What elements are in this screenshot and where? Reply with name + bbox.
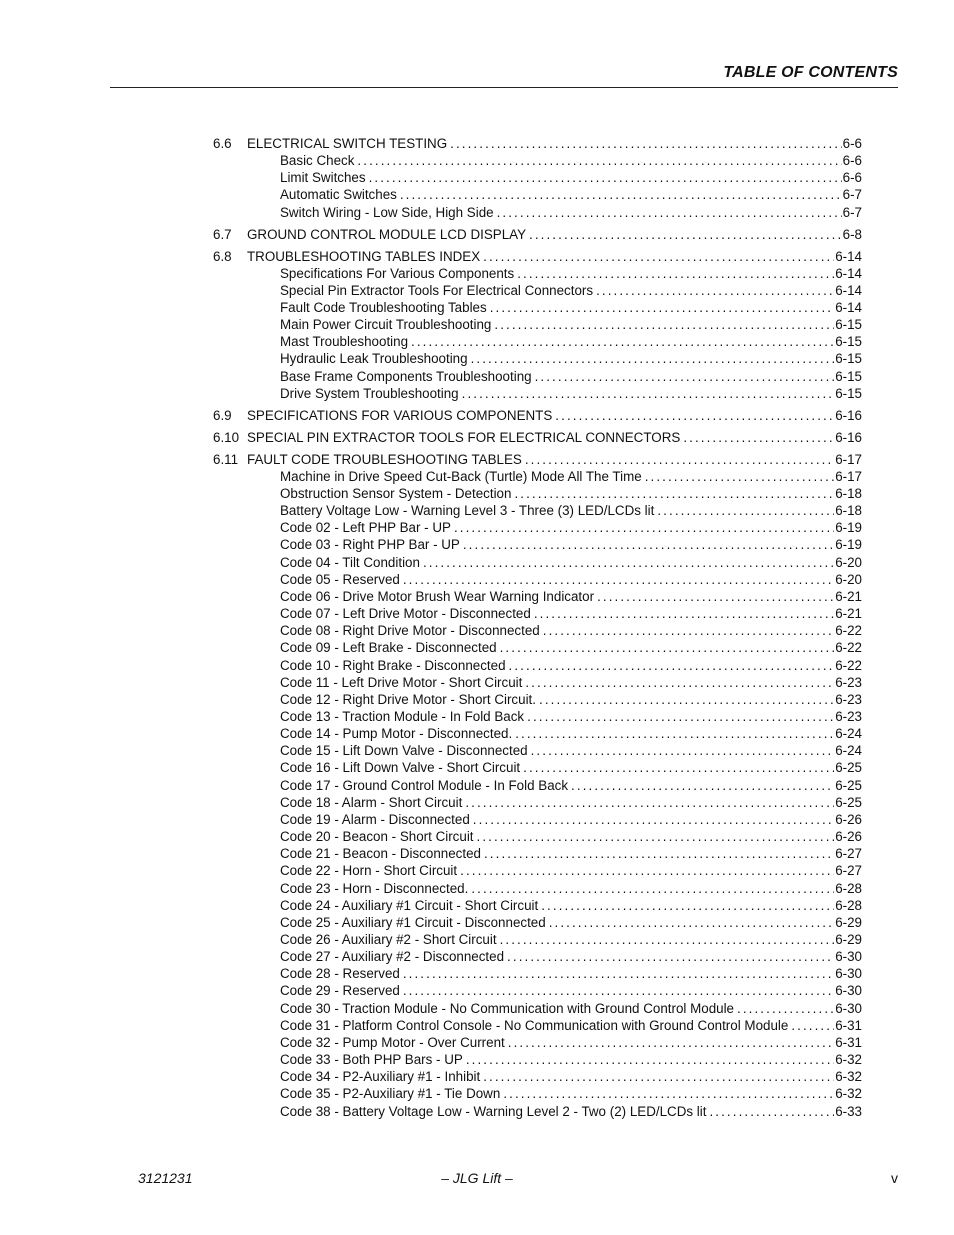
toc-entry-title: Code 35 - P2-Auxiliary #1 - Tie Down	[280, 1086, 501, 1102]
toc-subsection-entry[interactable]	[213, 316, 862, 333]
toc-subsection-entry[interactable]	[213, 1034, 862, 1051]
toc-subsection-entry[interactable]	[213, 571, 862, 588]
dot-leader	[525, 674, 834, 691]
toc-subsection-entry[interactable]	[213, 204, 862, 221]
toc-entry-title: Fault Code Troubleshooting Tables	[280, 300, 487, 315]
toc-subsection-entry[interactable]	[213, 1068, 862, 1085]
toc-page-number: 6-23	[835, 691, 862, 707]
toc-subsection-entry[interactable]	[213, 169, 862, 186]
toc-subsection-entry[interactable]	[213, 794, 862, 811]
toc-subsection-entry[interactable]	[213, 1051, 862, 1068]
toc-page-number: 6-18	[835, 485, 862, 501]
dot-leader	[515, 725, 834, 742]
dot-leader	[597, 588, 834, 605]
toc-page-number: 6-19	[835, 520, 862, 536]
toc-subsection-entry[interactable]	[213, 982, 862, 999]
toc-entry-title: Code 09 - Left Brake - Disconnected	[280, 640, 497, 656]
dot-leader	[531, 742, 835, 759]
toc-entry-title: Code 22 - Horn - Short Circuit	[280, 863, 458, 879]
toc-page-number: 6-25	[835, 777, 862, 793]
toc-entry-title: Code 26 - Auxiliary #2 - Short Circuit	[280, 932, 497, 948]
dot-leader	[555, 407, 834, 424]
dot-leader	[541, 897, 834, 914]
toc-subsection-entry[interactable]	[213, 368, 862, 385]
dot-leader	[534, 605, 834, 622]
toc-subsection-entry[interactable]	[213, 1103, 862, 1120]
toc-entry-title: GROUND CONTROL MODULE LCD DISPLAY	[247, 226, 527, 242]
toc-page-number: 6-29	[835, 932, 862, 948]
footer-page-number: v	[891, 1170, 898, 1186]
toc-subsection-entry[interactable]	[213, 862, 862, 879]
toc-entry-title: Mast Troubleshooting	[280, 334, 409, 350]
toc-page-number: 6-14	[835, 248, 862, 264]
dot-leader	[357, 152, 841, 169]
toc-section-number: 6.7	[213, 226, 232, 242]
toc-entry-title: Drive System Troubleshooting	[280, 385, 459, 401]
dot-leader	[454, 519, 834, 536]
dot-leader	[497, 204, 842, 221]
toc-page-number: 6-24	[835, 743, 862, 759]
toc-page-number: 6-15	[835, 351, 862, 367]
dot-leader	[403, 571, 834, 588]
toc-page-number: 6-7	[842, 204, 862, 220]
toc-entry-title: Code 19 - Alarm - Disconnected	[280, 811, 470, 827]
dot-leader	[737, 1000, 834, 1017]
toc-page-number: 6-30	[835, 949, 862, 965]
toc-subsection-entry[interactable]	[213, 777, 862, 794]
toc-entry-title: Code 25 - Auxiliary #1 Circuit - Disconnected	[280, 914, 546, 930]
dot-leader	[645, 468, 834, 485]
toc-page-number: 6-26	[835, 811, 862, 827]
toc-subsection-entry[interactable]	[213, 1000, 862, 1017]
toc-page-number: 6-18	[835, 503, 862, 519]
toc-entry-title: Switch Wiring - Low Side, High Side	[280, 204, 494, 220]
toc-entry-title: Code 30 - Traction Module - No Communication with Ground Control Module	[280, 1000, 735, 1016]
toc-entry-title: Code 21 - Beacon - Disconnected	[280, 846, 481, 862]
dot-leader	[525, 451, 834, 468]
toc-page-number: 6-17	[835, 451, 862, 467]
toc-subsection-entry[interactable]	[213, 931, 862, 948]
dot-leader	[509, 657, 835, 674]
dot-leader	[403, 982, 834, 999]
toc-page-number: 6-21	[835, 588, 862, 604]
toc-entry-title: Code 28 - Reserved	[280, 966, 400, 982]
dot-leader	[465, 794, 834, 811]
dot-leader	[473, 811, 834, 828]
toc-entry-title: Code 20 - Beacon - Short Circuit	[280, 829, 474, 845]
toc-entry-title: Code 18 - Alarm - Short Circuit	[280, 794, 463, 810]
toc-subsection-entry[interactable]	[213, 674, 862, 691]
toc-subsection-entry[interactable]	[213, 965, 862, 982]
toc-entry-title: Code 31 - Platform Control Console - No Communication with Ground Control Module	[280, 1017, 789, 1033]
toc-page-number: 6-23	[835, 674, 862, 690]
toc-subsection-entry[interactable]	[213, 588, 862, 605]
dot-leader	[527, 708, 834, 725]
toc-subsection-entry[interactable]	[213, 880, 862, 897]
dot-leader	[411, 333, 834, 350]
dot-leader	[709, 1103, 834, 1120]
toc-page-number: 6-30	[835, 983, 862, 999]
toc-subsection-entry[interactable]	[213, 536, 862, 553]
toc-subsection-entry[interactable]	[213, 742, 862, 759]
footer-publisher: – JLG Lift –	[441, 1170, 513, 1186]
toc-page-number: 6-22	[835, 640, 862, 656]
dot-leader	[466, 1051, 834, 1068]
toc-entry-title: Code 15 - Lift Down Valve - Disconnected	[280, 743, 528, 759]
toc-entry-title: Code 03 - Right PHP Bar - UP	[280, 537, 460, 553]
toc-subsection-entry[interactable]	[213, 299, 862, 316]
toc-entry-title: Hydraulic Leak Troubleshooting	[280, 351, 468, 367]
toc-subsection-entry[interactable]	[213, 622, 862, 639]
toc-page-number: 6-24	[835, 726, 862, 742]
toc-entry-title: Base Frame Components Troubleshooting	[280, 368, 532, 384]
toc-subsection-entry[interactable]	[213, 152, 862, 169]
toc-subsection-entry[interactable]	[213, 948, 862, 965]
dot-leader	[463, 536, 834, 553]
toc-subsection-entry[interactable]	[213, 385, 862, 402]
toc-entry-title: Code 34 - P2-Auxiliary #1 - Inhibit	[280, 1069, 481, 1085]
dot-leader	[683, 429, 834, 446]
dot-leader	[450, 135, 842, 152]
toc-section-entry[interactable]	[213, 407, 862, 424]
dot-leader	[507, 948, 834, 965]
toc-subsection-entry[interactable]	[213, 605, 862, 622]
toc-page-number: 6-29	[835, 914, 862, 930]
toc-subsection-entry[interactable]	[213, 691, 862, 708]
toc-subsection-entry[interactable]	[213, 811, 862, 828]
dot-leader	[471, 880, 834, 897]
toc-page-number: 6-23	[835, 708, 862, 724]
toc-section-number: 6.9	[213, 407, 232, 423]
toc-subsection-entry[interactable]	[213, 828, 862, 845]
toc-section-entry[interactable]	[213, 429, 862, 446]
toc-page-number: 6-28	[835, 880, 862, 896]
toc-page-number: 6-8	[842, 226, 862, 242]
toc-section-entry[interactable]	[213, 226, 862, 243]
dot-leader	[494, 316, 834, 333]
toc-entry-title: Code 23 - Horn - Disconnected.	[280, 880, 469, 896]
dot-leader	[503, 1085, 834, 1102]
toc-page-number: 6-6	[842, 153, 862, 169]
toc-page-number: 6-22	[835, 623, 862, 639]
toc-page-number: 6-14	[835, 282, 862, 298]
toc-entry-title: Code 17 - Ground Control Module - In Fold Back	[280, 777, 569, 793]
toc-subsection-entry[interactable]	[213, 265, 862, 282]
toc-page-number: 6-30	[835, 966, 862, 982]
toc-page-number: 6-30	[835, 1000, 862, 1016]
dot-leader	[596, 282, 834, 299]
toc-page-number: 6-22	[835, 657, 862, 673]
toc-section-number: 6.8	[213, 248, 232, 264]
toc-entry-title: Basic Check	[280, 153, 355, 169]
dot-leader	[369, 169, 842, 186]
toc-subsection-entry[interactable]	[213, 708, 862, 725]
dot-leader	[403, 965, 834, 982]
toc-entry-title: Special Pin Extractor Tools For Electrical Connectors	[280, 282, 594, 298]
toc-page-number: 6-17	[835, 468, 862, 484]
toc-entry-title: Code 10 - Right Brake - Disconnected	[280, 657, 506, 673]
dot-leader	[529, 226, 842, 243]
dot-leader	[508, 1034, 834, 1051]
toc-entry-title: Main Power Circuit Troubleshooting	[280, 317, 492, 333]
dot-leader	[500, 931, 835, 948]
header-divider	[110, 87, 898, 88]
toc-page-number: 6-27	[835, 846, 862, 862]
toc-entry-title: Code 38 - Battery Voltage Low - Warning Level 2 - Two (2) LED/LCDs lit	[280, 1103, 707, 1119]
dot-leader	[535, 368, 835, 385]
toc-entry-title: Code 07 - Left Drive Motor - Disconnected	[280, 606, 531, 622]
toc-entry-title: Machine in Drive Speed Cut-Back (Turtle) Mode All The Time	[280, 468, 642, 484]
dot-leader	[791, 1017, 834, 1034]
toc-entry-title: Automatic Switches	[280, 187, 397, 203]
toc-entry-title: ELECTRICAL SWITCH TESTING	[247, 136, 448, 151]
toc-page-number: 6-33	[835, 1103, 862, 1119]
toc-page-number: 6-7	[842, 187, 862, 203]
toc-entry-title: SPECIAL PIN EXTRACTOR TOOLS FOR ELECTRICAL CONNECTORS	[247, 429, 681, 445]
toc-entry-title: Code 04 - Tilt Condition	[280, 554, 420, 570]
toc-entry-title: Code 16 - Lift Down Valve - Short Circuit	[280, 760, 521, 776]
toc-entry-title: FAULT CODE TROUBLESHOOTING TABLES	[247, 451, 522, 467]
toc-subsection-entry[interactable]	[213, 485, 862, 502]
toc-page-number: 6-14	[835, 300, 862, 315]
toc-subsection-entry[interactable]	[213, 282, 862, 299]
toc-page-number: 6-15	[835, 334, 862, 350]
toc-entry-title: Code 11 - Left Drive Motor - Short Circuit	[280, 674, 523, 690]
toc-subsection-entry[interactable]	[213, 914, 862, 931]
dot-leader	[539, 691, 834, 708]
toc-entry-title: SPECIFICATIONS FOR VARIOUS COMPONENTS	[247, 407, 553, 423]
toc-entry-title: Code 08 - Right Drive Motor - Disconnected	[280, 623, 540, 639]
toc-page-number: 6-32	[835, 1086, 862, 1102]
dot-leader	[549, 914, 834, 931]
toc-entry-title: TROUBLESHOOTING TABLES INDEX	[247, 248, 481, 264]
toc-page-number: 6-21	[835, 606, 862, 622]
toc-entry-title: Code 02 - Left PHP Bar - UP	[280, 520, 451, 536]
toc-page-number: 6-32	[835, 1052, 862, 1068]
toc-entry-title: Specifications For Various Components	[280, 265, 515, 281]
dot-leader	[500, 639, 835, 656]
toc-subsection-entry[interactable]	[213, 502, 862, 519]
toc-entry-title: Code 06 - Drive Motor Brush Wear Warning Indicator	[280, 588, 595, 604]
dot-leader	[471, 350, 835, 367]
dot-leader	[400, 186, 842, 203]
dot-leader	[477, 828, 835, 845]
toc-page-number: 6-32	[835, 1069, 862, 1085]
toc-page-number: 6-15	[835, 368, 862, 384]
dot-leader	[657, 502, 834, 519]
toc-page-number: 6-28	[835, 897, 862, 913]
toc-subsection-entry[interactable]	[213, 468, 862, 485]
dot-leader	[517, 265, 834, 282]
toc-section-number: 6.11	[213, 451, 239, 467]
dot-leader	[490, 299, 834, 316]
toc-subsection-entry[interactable]	[213, 725, 862, 742]
page-header-title: TABLE OF CONTENTS	[723, 64, 898, 81]
toc-page-number: 6-26	[835, 829, 862, 845]
toc-section-entry[interactable]	[213, 451, 862, 468]
toc-entry-title: Code 27 - Auxiliary #2 - Disconnected	[280, 949, 505, 965]
footer-doc-number: 3121231	[138, 1170, 193, 1186]
dot-leader	[514, 485, 834, 502]
dot-leader	[484, 845, 834, 862]
toc-subsection-entry[interactable]	[213, 897, 862, 914]
dot-leader	[460, 862, 834, 879]
toc-subsection-entry[interactable]	[213, 350, 862, 367]
toc-entry-title: Code 32 - Pump Motor - Over Current	[280, 1034, 505, 1050]
toc-section-number: 6.10	[213, 429, 240, 445]
toc-page-number: 6-25	[835, 760, 862, 776]
toc-subsection-entry[interactable]	[213, 333, 862, 350]
toc-page-number: 6-16	[835, 429, 862, 445]
table-of-contents	[213, 135, 862, 1120]
dot-leader	[423, 554, 834, 571]
toc-page-number: 6-14	[835, 265, 862, 281]
toc-page-number: 6-19	[835, 537, 862, 553]
toc-section-entry[interactable]	[213, 135, 862, 152]
toc-subsection-entry[interactable]	[213, 519, 862, 536]
dot-leader	[571, 777, 834, 794]
toc-page-number: 6-16	[835, 407, 862, 423]
toc-subsection-entry[interactable]	[213, 845, 862, 862]
toc-subsection-entry[interactable]	[213, 657, 862, 674]
dot-leader	[523, 759, 834, 776]
toc-entry-title: Code 12 - Right Drive Motor - Short Circuit.	[280, 691, 536, 707]
toc-subsection-entry[interactable]	[213, 759, 862, 776]
toc-entry-title: Obstruction Sensor System - Detection	[280, 485, 512, 501]
toc-page-number: 6-15	[835, 385, 862, 401]
toc-page-number: 6-6	[842, 170, 862, 186]
toc-page-number: 6-20	[835, 571, 862, 587]
toc-entry-title: Limit Switches	[280, 170, 366, 186]
toc-page-number: 6-6	[842, 136, 862, 151]
toc-page-number: 6-20	[835, 554, 862, 570]
toc-subsection-entry[interactable]	[213, 1017, 862, 1034]
toc-page-number: 6-15	[835, 317, 862, 333]
toc-entry-title: Code 29 - Reserved	[280, 983, 400, 999]
toc-entry-title: Code 05 - Reserved	[280, 571, 400, 587]
toc-entry-title: Code 14 - Pump Motor - Disconnected.	[280, 726, 513, 742]
dot-leader	[483, 248, 834, 265]
dot-leader	[462, 385, 835, 402]
toc-subsection-entry[interactable]	[213, 554, 862, 571]
toc-entry-title: Code 24 - Auxiliary #1 Circuit - Short Circuit	[280, 897, 539, 913]
dot-leader	[543, 622, 834, 639]
dot-leader	[483, 1068, 834, 1085]
toc-subsection-entry[interactable]	[213, 186, 862, 203]
toc-subsection-entry[interactable]	[213, 639, 862, 656]
toc-subsection-entry[interactable]	[213, 1085, 862, 1102]
toc-entry-title: Code 33 - Both PHP Bars - UP	[280, 1052, 463, 1068]
toc-section-number: 6.6	[213, 136, 232, 151]
toc-page-number: 6-25	[835, 794, 862, 810]
toc-page-number: 6-27	[835, 863, 862, 879]
toc-entry-title: Battery Voltage Low - Warning Level 3 - Three (3) LED/LCDs lit	[280, 503, 655, 519]
toc-entry-title: Code 13 - Traction Module - In Fold Back	[280, 708, 525, 724]
toc-page-number: 6-31	[835, 1017, 862, 1033]
toc-page-number: 6-31	[835, 1034, 862, 1050]
toc-section-entry[interactable]	[213, 248, 862, 265]
